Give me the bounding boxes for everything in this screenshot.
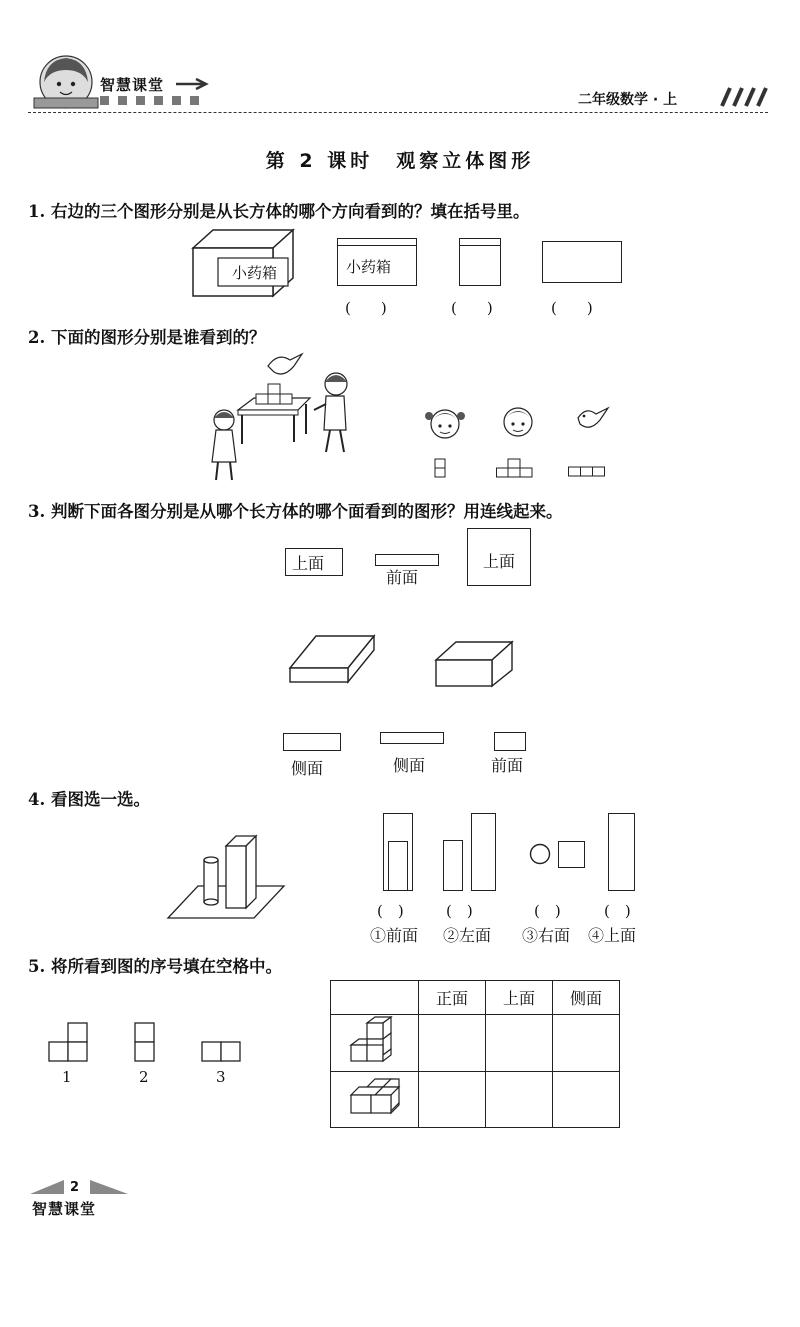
- face-card-side-2: [380, 732, 444, 744]
- view-three-row: [568, 466, 606, 478]
- header-squares: [100, 96, 220, 106]
- answer-blank-3[interactable]: ( ): [551, 299, 593, 317]
- page-number: 2: [70, 1180, 80, 1195]
- q4-blank-3[interactable]: ( ): [534, 902, 561, 920]
- answer-blank-1[interactable]: ( ): [345, 299, 387, 317]
- long-cuboid-figure: [432, 638, 516, 690]
- flat-cuboid-figure: [286, 632, 380, 686]
- question-3-number: 3.: [28, 502, 46, 521]
- boy-face-icon: [500, 402, 536, 440]
- three-cubes-figure: [343, 1075, 407, 1121]
- lesson-title: 第 2 课时 观察立体图形: [265, 150, 535, 172]
- cylinder-cuboid-figure: [166, 832, 286, 920]
- question-4-text: 看图选一选。: [50, 790, 150, 809]
- q4-option-3: ③右面: [522, 926, 571, 945]
- question-1-number: 1.: [28, 202, 46, 221]
- header-side: 侧面: [553, 981, 620, 1015]
- view-number-2: 2: [139, 1068, 149, 1086]
- view-vertical-two: [134, 1022, 156, 1064]
- answer-cell[interactable]: [486, 1015, 553, 1072]
- face-label-front-1: 前面: [386, 568, 419, 587]
- side-view-line: [459, 245, 501, 246]
- front-view-line: [337, 245, 417, 246]
- table-header-row: [331, 981, 620, 1015]
- answer-cell[interactable]: [553, 1015, 620, 1072]
- shape-cell-2: [331, 1072, 419, 1128]
- face-label-side-2: 侧面: [393, 756, 426, 775]
- view-horizontal-two: [201, 1041, 243, 1064]
- stacked-cubes-figure: [345, 1015, 405, 1067]
- medicine-box-label: 小药箱: [232, 264, 278, 282]
- face-label-top-2: 上面: [483, 552, 516, 571]
- front-view-label: 小药箱: [346, 258, 392, 276]
- answer-cell[interactable]: [553, 1072, 620, 1128]
- question-1: [28, 198, 529, 222]
- question-5: [28, 953, 282, 977]
- option-view-c-circle: [529, 843, 553, 867]
- footer-arrows-icon: [28, 1178, 138, 1196]
- view-t-shape: [496, 458, 534, 480]
- option-view-d: [608, 813, 635, 891]
- answer-blank-2[interactable]: ( ): [451, 299, 493, 317]
- face-card-front-2: [494, 732, 526, 751]
- face-label-side-1: 侧面: [291, 759, 324, 778]
- face-card-side-1: [283, 733, 341, 751]
- q4-option-1: ①前面: [370, 926, 419, 945]
- header-top: 上面: [486, 981, 553, 1015]
- question-4: [28, 786, 150, 810]
- face-label-top-1: 上面: [292, 554, 325, 573]
- answer-table: [330, 980, 620, 1128]
- table-row: [331, 1015, 620, 1072]
- q4-blank-4[interactable]: ( ): [604, 902, 631, 920]
- view-number-3: 3: [216, 1068, 226, 1086]
- face-label-front-2: 前面: [491, 756, 524, 775]
- question-2: [28, 324, 265, 348]
- header-brand: 智慧课堂: [100, 76, 165, 94]
- answer-cell[interactable]: [419, 1015, 486, 1072]
- option-view-b-left: [443, 840, 463, 891]
- view-number-1: 1: [62, 1068, 72, 1086]
- question-2-text: 下面的图形分别是谁看到的？: [50, 328, 266, 347]
- question-1-text: 右边的三个图形分别是从长方体的哪个方向看到的？填在括号里。: [50, 202, 530, 221]
- header-slashes: [714, 86, 770, 108]
- header-front: 正面: [419, 981, 486, 1015]
- view-two-stacked: [434, 458, 448, 480]
- question-2-number: 2.: [28, 328, 46, 347]
- question-3-text: 判断下面各图分别是从哪个长方体的哪个面看到的图形？用连线起来。: [50, 502, 563, 521]
- answer-cell[interactable]: [486, 1072, 553, 1128]
- table-row: [331, 1072, 620, 1128]
- option-view-c-square: [558, 841, 585, 868]
- question-3: [28, 498, 562, 522]
- table-corner-cell: [331, 981, 419, 1015]
- footer-brand: 智慧课堂: [32, 1200, 97, 1218]
- option-view-a-inner: [388, 841, 408, 891]
- header-grade-subject: 二年级数学 · 上: [578, 92, 678, 108]
- girl-face-icon: [425, 402, 465, 442]
- shape-cell-1: [331, 1015, 419, 1072]
- question-4-number: 4.: [28, 790, 46, 809]
- q4-option-2: ②左面: [443, 926, 492, 945]
- view-l-shape: [48, 1022, 90, 1064]
- question-5-text: 将所看到图的序号填在空格中。: [50, 957, 282, 976]
- q4-option-4: ④上面: [588, 926, 637, 945]
- question-5-number: 5.: [28, 957, 46, 976]
- bird-icon: [572, 404, 612, 434]
- header-divider: [28, 112, 768, 113]
- answer-cell[interactable]: [419, 1072, 486, 1128]
- mascot-girl-icon: [26, 52, 106, 110]
- arrow-icon: [176, 78, 212, 90]
- q4-blank-1[interactable]: ( ): [377, 902, 404, 920]
- q4-blank-2[interactable]: ( ): [446, 902, 473, 920]
- option-view-b-right: [471, 813, 496, 891]
- children-table-scene: [198, 348, 358, 484]
- top-view-rect: [542, 241, 622, 283]
